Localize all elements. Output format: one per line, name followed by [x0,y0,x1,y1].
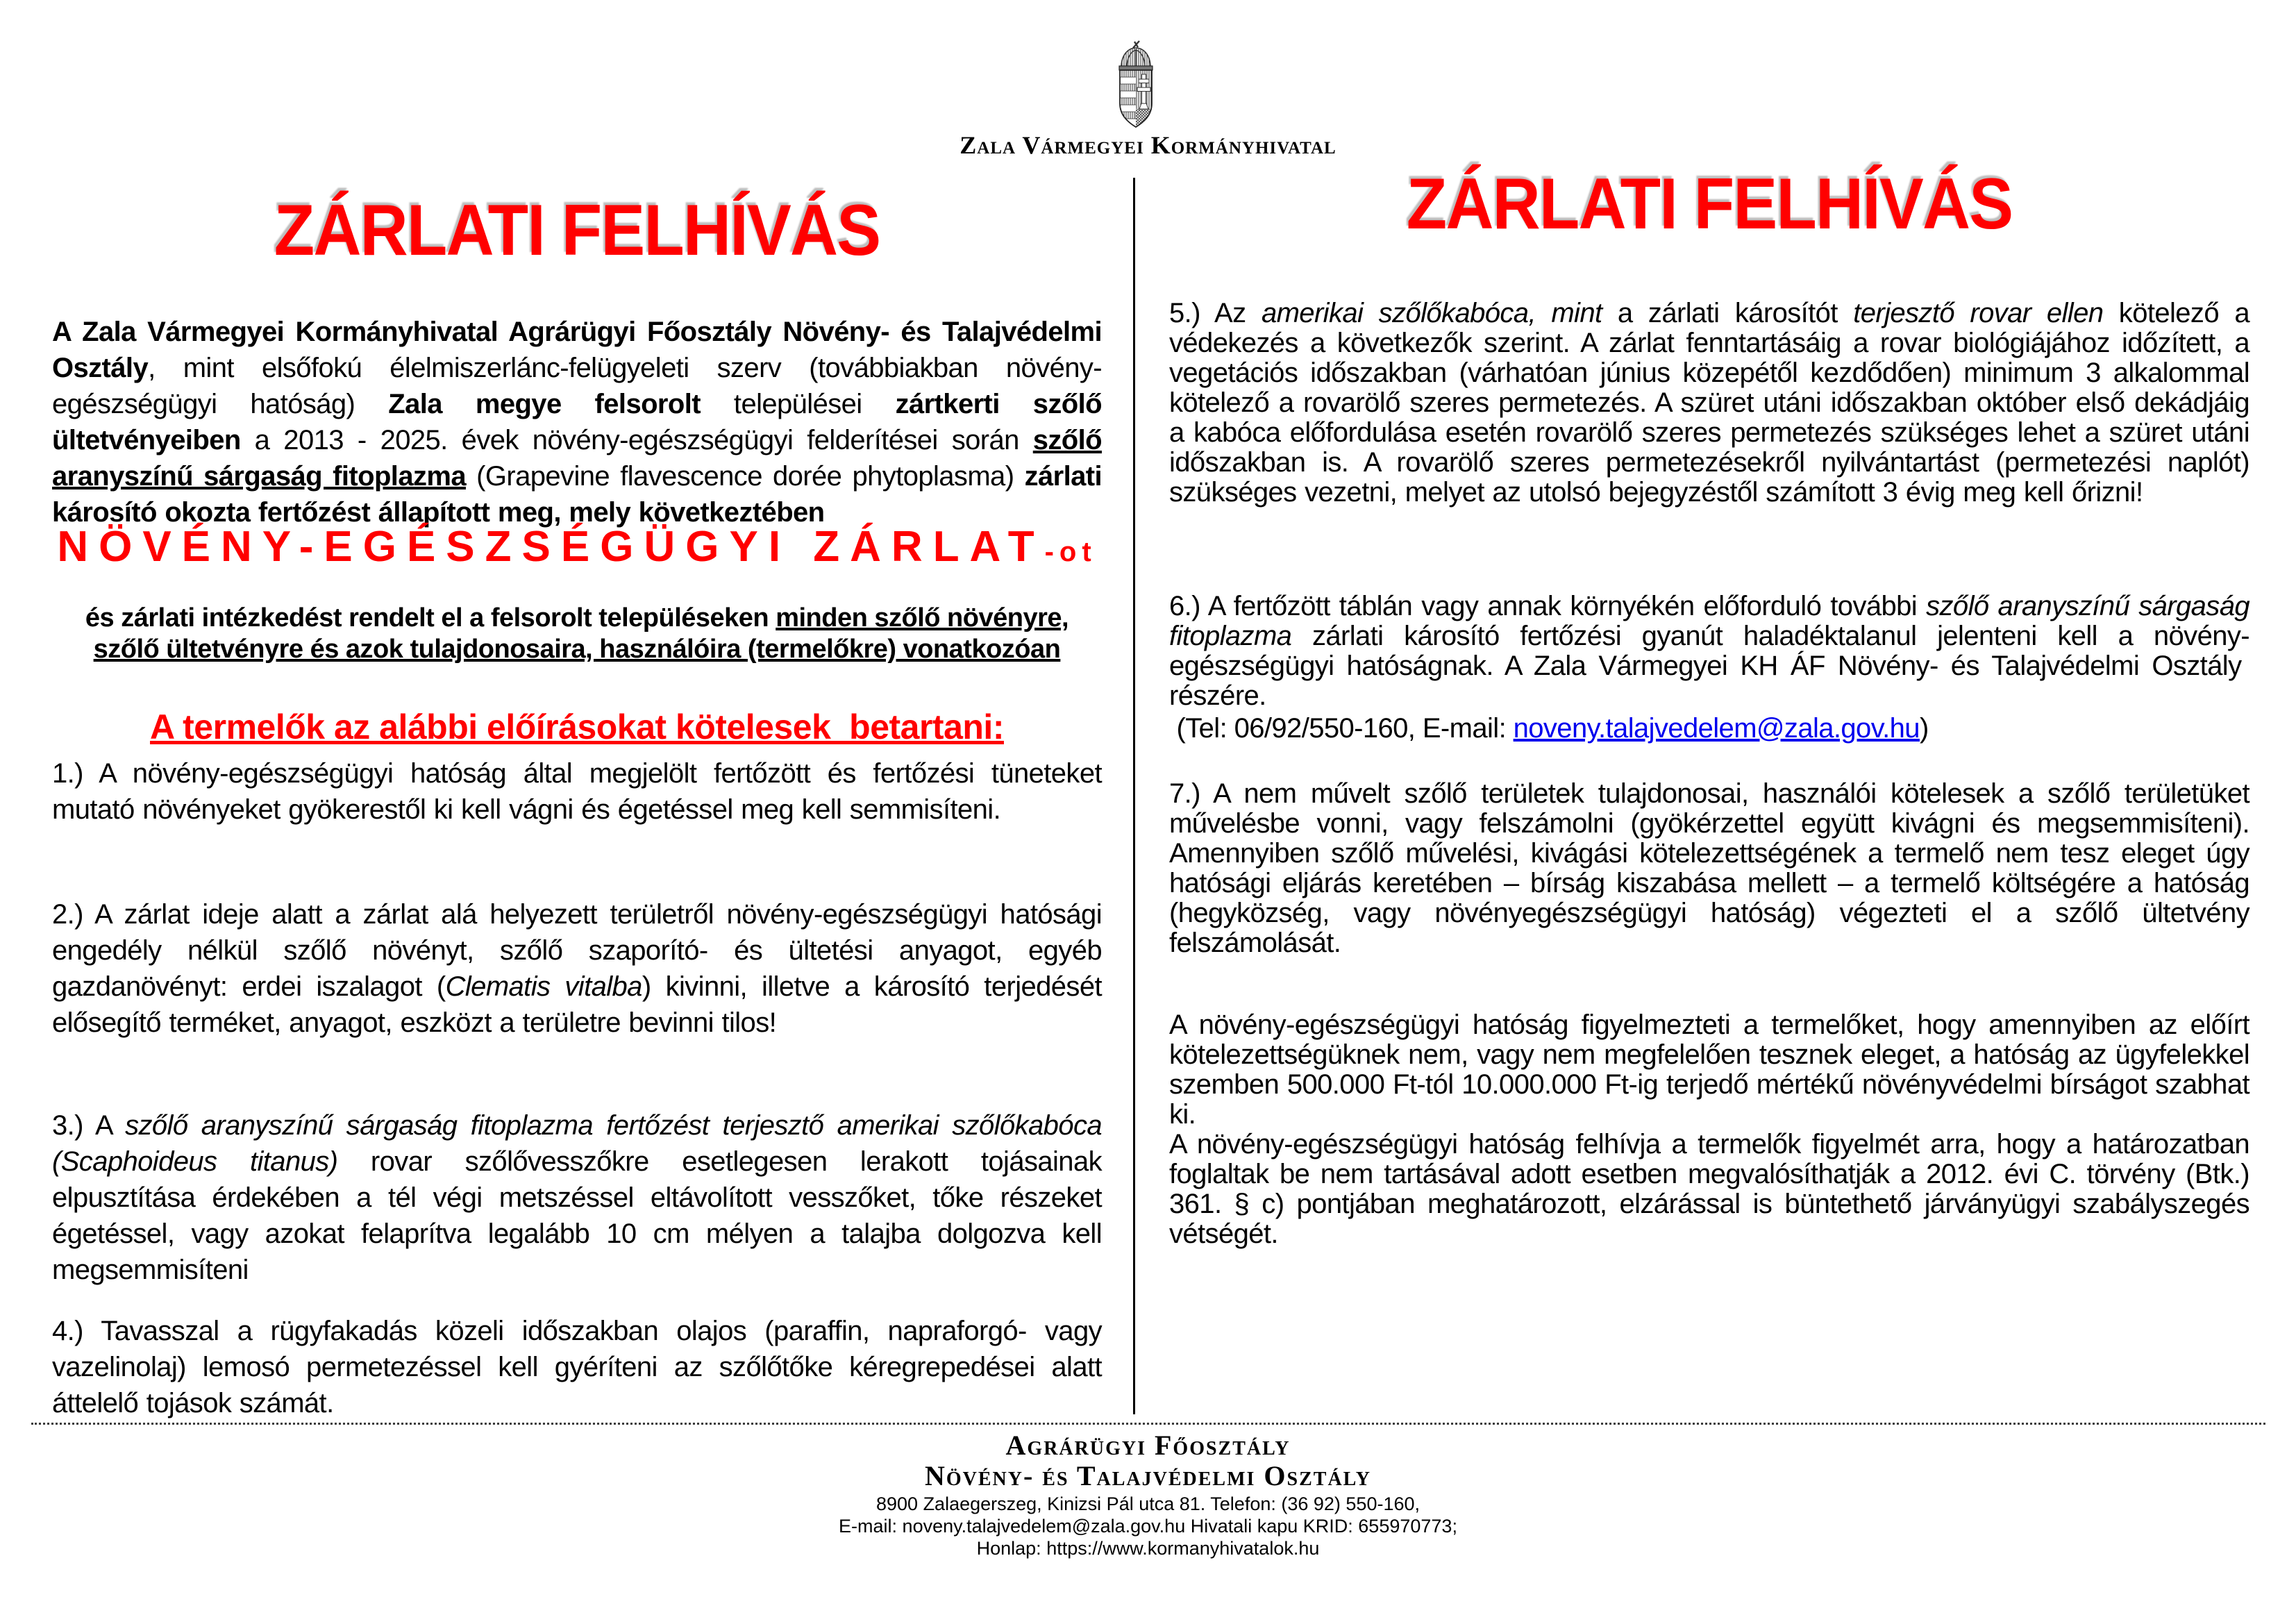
penalty-paragraph: A növény-egészségügyi hatóság figyelmezteti a termelőket, hogy amennyiben az előírt kötelezettségüknek nem, vagy nem megfelelően tesznek eleget, a hatóság az ügyfelekkel szemben 500.000 Ft-tól 10.000.000 Ft-ig terjedő mértékű növényvédelmi bírságot szabhat ki. [1169,1010,2249,1130]
footer-separator [31,1423,2265,1425]
contact-suffix: ) [1919,713,1929,744]
rule-item-7: 7.) A nem művelt szőlő területek tulajdonosai, használói kötelesek a szőlő területüket művelésbe vonni, vagy felszámolni (gyökérzettel együtt kivágni és megsemmisíteni). Amennyiben szőlő művelési, kivágási kötelezettségének a termelő nem tesz eleget úgy hatósági eljárás keretében – bírság kiszabása mellett – a termelő költségére a hatóság (hegyközség, vagy növényegészségügyi hatóság) végezteti el a szőlő ültetvény felszámolását. [1169,778,2249,958]
quarantine-heading-main: NÖVÉNY-EGÉSZSÉGÜGYI ZÁRLAT [57,523,1045,571]
header-org-name: Zala Vármegyei Kormányhivatal [960,131,1336,159]
criminal-paragraph: A növény-egészségügyi hatóság felhívja a termelők figyelmét arra, hogy a határozatban foglaltak be nem tartásával adott esetben megvalósíthatják a 2012. évi C. törvény (Btk.) 361. § c) pontjában meghatározott, elzárással is büntethető járványügyi szabályszegés vétségét. [1169,1129,2249,1249]
left-title: ZÁRLATI FELHÍVÁS [274,190,880,271]
email-link[interactable]: noveny.talajvedelem@zala.gov.hu [1513,713,1920,744]
rule-item-2: 2.) A zárlat ideje alatt a zárlat alá helyezett területről növény-egészségügyi hatósági engedély nélkül szőlő növényt, szőlő szaporító- és ültetési anyagot, egyéb gazdanövényt: erdei iszalagot (Clematis vitalba) kivinni, illetve a károsító terjedését elősegítő terméket, anyagot, eszközt a területre bevinni tilos! [52,899,1102,1038]
footer-email-line: E-mail: noveny.talajvedelem@zala.gov.hu Hivatali kapu KRID: 655970773; [839,1516,1457,1537]
right-title: ZÁRLATI FELHÍVÁS [1406,164,2013,244]
quarantine-heading-suffix: -ot [1044,537,1097,567]
scope-paragraph: és zárlati intézkedést rendelt el a felsorolt településeken minden szőlő növényre, szőlő ültetvényre és azok tulajdonosaira, használóira (termelőkre) vonatkozóan [85,603,1069,664]
footer-subdepartment: Növény- és Talajvédelmi Osztály [924,1460,1372,1491]
hungarian-coat-of-arms-icon [1113,40,1159,130]
intro-paragraph: A Zala Vármegyei Kormányhivatal Agrárügyi Főosztály Növény- és Talajvédelmi Osztály, mint elsőfokú élelmiszerlánc-felügyeleti szerv (továbbiakban növény-egészségügyi hatóság) Zala megye felsorolt települései zártkerti szőlő ültetvényeiben a 2013 - 2025. évek növény-egészségügyi felderítései során szőlő aranyszínű sárgaság fitoplazma (Grapevine flavescence dorée phytoplasma) zárlati károsító okozta fertőzést állapított meg, mely következtében [52,317,1102,528]
footer-website: Honlap: https://www.kormanyhivatalok.hu [976,1538,1320,1559]
rule-item-4: 4.) Tavasszal a rügyfakadás közeli időszakban olajos (paraffin, napraforgó- vagy vazelinolaj) lemosó permetezéssel kell gyéríteni az szőlőtőke kéregrepedései alatt áttelelő tojások számát. [52,1316,1102,1418]
footer-department: Agrárügyi Főosztály [1005,1430,1291,1461]
obligations-heading: A termelők az alábbi előírásokat kötelesek betartani: [150,708,1004,746]
contact-line [1169,714,2249,744]
column-divider [1133,178,1135,1414]
rule-item-3: 3.) A szőlő aranyszínű sárgaság fitoplazma fertőzést terjesztő amerikai szőlőkabóca (Scaphoideus titanus) rovar szőlővesszőkre esetlegesen lerakott tojásainak elpusztítása érdekében a tél végi metszéssel eltávolított vesszőket, tőke részeket égetéssel, vagy azokat felaprítva legalább 10 cm mélyen a talajba dolgozva kell megsemmisíteni [52,1110,1102,1285]
rule-item-1: 1.) A növény-egészségügyi hatóság által megjelölt fertőzött és fertőzési tüneteket mutató növényeket gyökerestől ki kell vágni és égetéssel meg kell semmisíteni. [52,758,1102,825]
rule-item-5: 5.) Az amerikai szőlőkabóca, mint a zárlati károsítót terjesztő rovar ellen kötelező a védekezés a következők szerint. A zárlat fenntartásáig a rovar biológiájához időzített, a vegetációs időszakban (várhatóan június közepétől kezdődően) minimum 3 alkalommal kötelező a rovarölő szeres permetezés. A szüret utáni időszakban október első dekádjáig a kabóca előfordulása esetén rovarölő szeres permetezés szükséges lehet a szüret utáni időszakban is. A rovarölő szeres permetezésekről nyilvántartást (permetezési naplót) szükséges vezetni, melyet az utolsó bejegyzéstől számított 3 évig meg kell őrizni! [1169,298,2250,508]
quarantine-heading [52,522,1102,571]
contact-prefix: (Tel: 06/92/550-160, E-mail: [1169,713,1514,744]
footer-address: 8900 Zalaegerszeg, Kinizsi Pál utca 81. Telefon: (36 92) 550-160, [876,1493,1420,1514]
rule-item-6: 6.) A fertőzött táblán vagy annak környékén előforduló további szőlő aranyszínű sárgaság fitoplazma zárlati károsító fertőzési gyanút haladéktalanul jelenteni kell a növény-egészségügyi hatóságnak. A Zala Vármegyei KH ÁF Növény- és Talajvédelmi Osztály részére. [1169,591,2250,711]
